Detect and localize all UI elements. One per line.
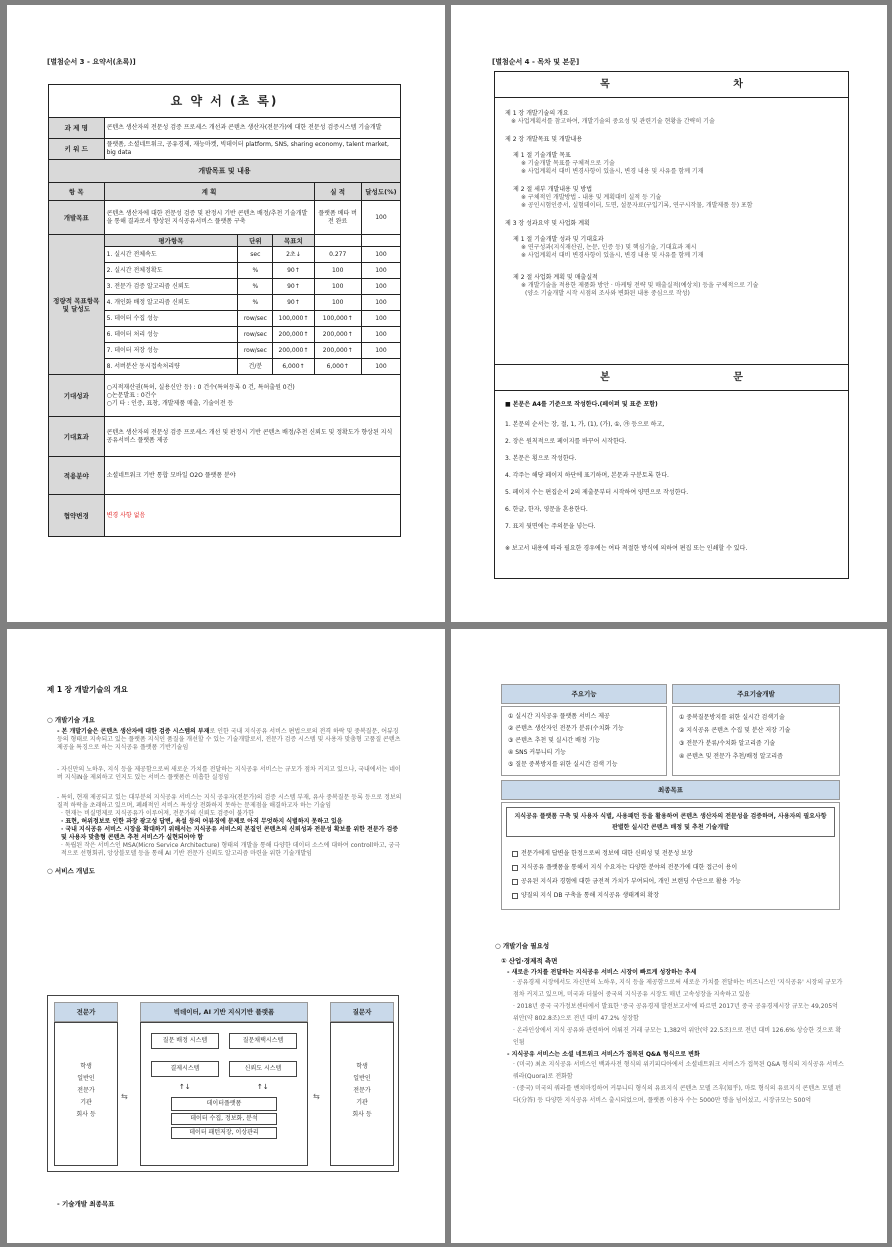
goal-check-item [512,875,835,889]
perf-rate: 100 [361,327,400,343]
goal-plan: 콘텐츠 생산자에 대한 전문성 검증 및 판정시 기반 콘텐츠 배정/추천 기술개발을 통해 결과로서 향상된 지식공유서비스 플랫폼 구축 [104,201,314,235]
toc-entry: ※ 공인시험인증서, 실험데이터, 도면, 설문자료(구입기록, 연구시작물, 개발제품 등) 포함 [521,202,753,209]
tech-list [672,706,840,776]
toc-entry: ※ 사업계획서 대비 변경사항이 있을시, 변경 내용 및 사유를 함께 기재 [521,168,704,175]
perf-item: 7. 데이터 저장 성능 [104,343,238,359]
quant-label: 정량적 목표항목 및 달성도 [49,235,105,375]
perf-unit: row/sec [238,343,273,359]
diagram-center-body [140,1022,308,1166]
toc-list [495,98,848,306]
toc-entry: ※ 사업계획서를 참고하여, 개발기술의 중요성 및 관련기술 현황을 간략히 기술 [511,118,715,125]
chapter-title: 제 1 장 개발기술의 개요 [47,685,128,694]
goal-check-text: 공유된 지식과 경험에 대한 금전적 가치가 부여되어, 개인 브랜딩 수단으로 활용 가능 [521,878,741,885]
body-item: 5. 페이지 수는 편집순서 2의 제출문부터 시작하여 양면으로 작성한다. [505,489,689,496]
final-goal-text: 지식공유 플랫폼 구축 및 사용자 식별, 사용패턴 등을 활용하여 콘텐츠 생산자의 전문성을 검증하며, 사용자의 필요사항 판별한 실시간 콘텐츠 배정 및 추천 기술개발 [506,807,835,837]
effect-line-1: ○지적재산권(특허, 실용신안 등) : 0 건수(특허등록 0 건, 특허출원 0건) [106,383,295,391]
perf-result: 200,000↑ [314,343,361,359]
diagram-center-title: 빅데이터, AI 기반 지식기반 플랫폼 [140,1002,308,1022]
section-header: 개발목표 및 내용 [49,160,401,183]
perf-result: 100 [314,263,361,279]
body-item: 3. 본문은 횡으로 작성한다. [505,455,577,462]
arrow-right-icon: ⇆ [313,1092,320,1101]
checkbox-icon [512,893,518,899]
perf-unit: % [238,263,273,279]
body-item: 2. 장은 원칙적으로 페이지를 바꾸어 시작한다. [505,438,627,445]
perf-item: 1. 실시간 전체속도 [104,247,238,263]
perf-unit: % [238,295,273,311]
perf-rate: 100 [361,311,400,327]
body-item: 6. 한글, 한자, 영문을 혼용한다. [505,506,588,513]
perf-rate: 100 [361,279,400,295]
perf-result: 200,000↑ [314,327,361,343]
body-item: 1. 본문의 순서는 장, 절, 1, 가, (1), (가), ①, ㉮ 등으로 하고, [505,421,665,428]
perf-target: 90↑ [273,263,314,279]
para-3: - 특히, 현재 제공되고 있는 대부분의 지식공유 서비스는 지식 공유자(전문가)의 검증 시스템 부재, 유사 중복질문 등록 등으로 정보의 질적 하락을 초래하고 있으며, 폐쇄적인 서비스 특성상 전화하지 못하는 문제점을 해결하고자 하는 기술임 [57,794,402,809]
diagram-block: 질문채택시스템 [229,1033,297,1049]
toc-entry: ※ 연구성과(지식재산권, 논문, 인증 등) 및 핵심기술, 기대효과 제시 [521,244,697,251]
toc-entry: 제 2 장 개발목표 및 개발내용 [505,136,583,143]
apply-value: 소셜네트워크 기반 통합 모바일 O2O 플랫폼 분야 [104,457,400,495]
col-result: 실 적 [314,183,361,201]
perf-unit: sec [238,247,273,263]
toc-entry: ※ 구체적인 개발방법 - 내용 및 계획대비 실적 등 기술 [521,194,662,201]
toc-entry: 제 2 절 사업화 계획 및 매출실적 [513,274,598,281]
section-heading: ○ 개발기술 필요성 [495,942,550,950]
bullet-4: · 독립된 작은 서비스인 MSA(Micro Service Architecture) 형태의 개발을 통해 다양한 데이터 소스에 대하여 controll하고, 궁극적으로 선형회귀, 앙상블모델 등을 통해 AI 기반 전문가 신뢰도 알고리즘 마련을 위한 기술개발임 [61,842,401,857]
attachment-label: [별첨순서 3 - 요약서(초록)] [47,58,136,66]
goal-rate: 100 [361,201,400,235]
toc-entry: 제 1 절 기술개발 성과 및 기대효과 [513,236,604,243]
task-value: 콘텐츠 생산자의 전문성 검증 프로세스 개선과 콘텐츠 생산자(전문가)에 대한 전문성 검증시스템 기술개발 [104,118,400,139]
body-box [494,365,849,579]
perf-unit: row/sec [238,327,273,343]
para-1 [47,728,402,752]
perf-item: 5. 데이터 수집 성능 [104,311,238,327]
task-label: 과 제 명 [49,118,105,139]
perf-target: 90↑ [273,279,314,295]
effect-line-2: ○논문발표 : 0건수 [106,391,157,399]
page-toc [451,5,887,622]
final-goal-header: 최종목표 [501,780,840,800]
checkbox-icon [512,879,518,885]
diagram-block: 질문 배정 시스템 [151,1033,219,1049]
detail-para: · 2018년 중국 국가정보센터에서 발표한 '중국 공유경제 발전보고서'에 따르면 2017년 중국 공유경제시장 규모는 49,205억 위안(약 802.8조)으로 전년 대비 47.2% 성장함 [513,1003,838,1022]
tech-item: ④ 콘텐츠 및 전문가 추천/배정 알고리즘 [679,753,783,760]
functions-list [501,706,667,776]
arrow-up-down-icon: ↑↓ [179,1083,191,1091]
diagram-left-body: 학생 일반인 전문가 기관 회사 등 [54,1022,118,1166]
body-item: 7. 표지 뒷면에는 주의문을 넣는다. [505,523,596,530]
toc-entry: ※ 기술개발 목표를 구체적으로 기술 [521,160,615,167]
function-item: ② 콘텐츠 생산자인 전문가 분류(수치화 기능 [508,725,624,732]
para-1-lead: - 본 개발기술은 콘텐츠 생산자에 대한 검증 시스템의 부재 [57,728,210,735]
apply-label: 적용분야 [49,457,105,495]
perf-result: 6,000↑ [314,359,361,375]
section-heading: ○ 서비스 개념도 [47,867,95,875]
detail-para: · 온라인상에서 지식 공유와 관련하여 이뤄진 거래 규모는 1,382억 위안(약 22.5조)으로 전년 대비 126.6% 상승한 것으로 확인됨 [513,1027,842,1046]
tech-item: ③ 전문가 분류/수치화 알고리즘 기술 [679,740,776,747]
diagram-block: 결제시스템 [151,1061,219,1077]
bullet-1: · 현재는 비실명제로 지식공유가 이루어져, 전문가의 신뢰도 검증이 불가한 [61,810,254,817]
service-diagram [47,995,399,1172]
diagram-right-title: 질문자 [330,1002,394,1022]
function-item: ④ SNS 커뮤니티 기능 [508,749,566,756]
summary-title: 요 약 서 (초 록) [49,85,401,118]
body-note: ※ 보고서 내용에 따라 필요한 경우에는 여타 적절한 방식에 의하여 편집 또는 인쇄할 수 있다. [505,545,748,552]
keyword-value: 플랫폼, 소셜네트워크, 공유경제, 재능마켓, 빅데이터 platform, SNS, sharing economy, talent market, big data [104,139,400,160]
perf-result: 100,000↑ [314,311,361,327]
page-chapter1 [7,629,445,1243]
expect-label: 기대효과 [49,417,105,457]
page-summary [7,5,445,622]
perf-item: 8. 서버분산 동시접속처리량 [104,359,238,375]
arrow-left-icon: ⇆ [121,1092,128,1101]
perf-rate: 100 [361,295,400,311]
perf-rate: 100 [361,247,400,263]
body-head: ■ 본문은 A4를 기준으로 작성한다.(페이퍼 및 표준 포함) [505,401,658,408]
perf-head-blank [361,235,400,247]
tech-item: ② 지식공유 콘텐츠 수집 및 분산 저장 기술 [679,727,791,734]
dash-point: - 새로운 가치를 전달하는 지식공유 서비스 시장이 빠르게 성장하는 추세 [507,969,697,976]
perf-rate: 100 [361,263,400,279]
perf-target: 100,000↑ [273,311,314,327]
arrow-up-down-icon: ↑↓ [257,1083,269,1091]
diagram-left-title: 전문가 [54,1002,118,1022]
tech-header: 주요기술개발 [672,684,840,704]
perf-item: 6. 데이터 처리 성능 [104,327,238,343]
toc-box [494,71,849,365]
perf-target: 90↑ [273,295,314,311]
bullet-2: · 표현, 허위정보로 인한 과장 광고성 답변, 욕설 등의 어뷰징에 문제로 아직 무엇하지 식별하지 못하고 있음 [61,818,343,825]
goal-check-item [512,889,835,903]
diagram-block: 신뢰도 시스템 [229,1061,297,1077]
function-item: ③ 콘텐츠 추천 및 실시간 배정 기능 [508,737,601,744]
toc-entry: ※ 개발기술을 적용한 제품화 방안 · 마케팅 전략 및 매출실적(예상치) 등을 구체적으로 기술 [521,282,759,289]
toc-entry: 제 1 절 기술개발 목표 [513,152,571,159]
change-value: 변경 사항 없음 [104,495,400,537]
keyword-label: 키 워 드 [49,139,105,160]
toc-entry: (양소 기술개발 시작 시점의 조사와 변화된 내용 중심으로 작성) [525,290,690,297]
bullet-3: · 국내 지식공유 서비스 시장을 확대하기 위해서는 지식공유 서비스의 본질인 콘텐츠의 신뢰성과 전문성 확보를 위한 전문가 검증 및 사용자 맞춤형 콘텐츠 추천 서비스가 실현되어야 함 [61,826,399,841]
para-2: - 자신만의 노하우, 지식 등을 제공함으로써 새로운 가치를 전달하는 지식공유 서비스는 규모가 점차 커지고 있으나, 국내에서는 네이버 지식iN을 제외하고 인지도 있는 서비스 플랫폼은 미흡한 실정임 [57,766,401,781]
page-chapter1-cont [451,629,887,1243]
tech-item: ① 중복질문방지를 위한 실시간 검색기술 [679,714,785,721]
detail-para: · 공유경제 시장에서도 자신만의 노하우, 지식 등을 제공함으로써 새로운 가치를 전달하는 비즈니스인 '지식공유' 시장의 규모가 점차 커지고 있으며, 미국과 더불어 중국의 지식공유 시장도 매년 고속성장을 지속하고 있음 [513,979,843,998]
goal-check-item [512,847,835,861]
dash-point: - 지식공유 서비스는 소셜 네트워크 서비스가 접목된 Q&A 형식으로 변화 [507,1051,700,1058]
perf-unit: % [238,279,273,295]
subsection-heading: ① 산업·경제적 측면 [501,957,558,965]
goal-check-text: 지식공유 플랫폼을 통해서 지식 수요자는 다양한 분야의 전문가에 대한 접근이 용이 [521,864,738,871]
diagram-right-body: 학생 일반인 전문가 기관 회사 등 [330,1022,394,1166]
perf-target: 6,000↑ [273,359,314,375]
goal-check-text: 양질의 지식 DB 구축을 통해 지식공유 생태계의 확장 [521,892,660,899]
para-1-rest: 로 인한 국내 지식공유 서비스 편법으로의 전격 하락 및 중복질문, 어뷰징 등의 형태로 지속되고 있는 플랫폼 지식인 품질을 개선할 수 있는 기술개발로서, 전문가 검증 시스템 및 사용자 맞춤형 고품질 콘텐츠 제공을 특징으로 하는 지식공유 플랫폼 기반기술임 [57,728,401,751]
perf-item: 3. 전문가 검증 알고리즘 신뢰도 [104,279,238,295]
toc-entry: 제 2 절 세부 개발내용 및 방법 [513,186,593,193]
goal-result: 플랫폼 베타 버전 완료 [314,201,361,235]
perf-head-item: 평가항목 [104,235,238,247]
perf-head-blank [314,235,361,247]
perf-unit: row/sec [238,311,273,327]
body-title: 본 문 [495,365,848,391]
toc-entry: 제 3 장 성과요약 및 사업화 계획 [505,220,590,227]
chapter-body [47,715,402,875]
detail-para: · (중국) 미국의 쿼라를 벤치마킹하여 커뮤니티 형식의 유료지식 콘텐츠 모델 즈후(知乎), 마토 형식의 유료지식 콘텐츠 모델 펀다(分答) 등 다양한 지식공유 서비스 출시되었으며, 플랫폼 이용자 수는 5000만 명을 넘어섰고, 시장규모는 500억 [513,1085,842,1104]
perf-result: 100 [314,295,361,311]
change-label: 협약변경 [49,495,105,537]
perf-target: 200,000↑ [273,343,314,359]
functions-header: 주요기능 [501,684,667,704]
col-item: 항 목 [49,183,105,201]
necessity-section [495,941,845,1107]
final-goal-heading: - 기술개발 최종목표 [57,1200,115,1208]
effect-label: 기대성과 [49,375,105,417]
goal-label: 개발목표 [49,201,105,235]
final-goal-box [501,802,840,910]
toc-entry: 제 1 장 개발기술의 개요 [505,110,569,117]
perf-item: 4. 개인화 배정 알고리즘 신뢰도 [104,295,238,311]
perf-target: 2초↓ [273,247,314,263]
col-plan: 계 획 [104,183,314,201]
function-item: ① 실시간 지식공유 플랫폼 서비스 제공 [508,713,610,720]
diagram-block: 데이터 수집, 정보화, 분석 [171,1113,277,1125]
summary-table [48,84,401,537]
perf-rate: 100 [361,343,400,359]
effect-line-3: ○기 타 : 인증, 표창, 개발제품 매출, 기술이전 등 [106,399,234,407]
toc-entry: ※ 사업계획서 대비 변경사항이 있을시, 변경 내용 및 사유를 함께 기재 [521,252,704,259]
function-item: ⑤ 질문 중복방지를 위한 실시간 검색 기능 [508,761,618,768]
checkbox-icon [512,865,518,871]
col-rate: 달성도(%) [361,183,400,201]
checkbox-icon [512,851,518,857]
perf-result: 100 [314,279,361,295]
attachment-label: [별첨순서 4 - 목차 및 본문] [492,58,580,66]
diagram-block: 데이터플랫폼 [171,1097,277,1111]
section-heading: ○ 개발기술 개요 [47,716,95,724]
perf-target: 200,000↑ [273,327,314,343]
toc-title: 목 차 [495,72,848,98]
detail-para: · (미국) 최초 지식공유 서비스인 백과사전 형식의 위키피디아에서 소셜네트워크 서비스가 접목된 Q&A 형식의 지식공유 서비스 쿼라(Quora)로 전화함 [513,1061,844,1080]
perf-rate: 100 [361,359,400,375]
perf-head-unit: 단위 [238,235,273,247]
perf-result: 0.277 [314,247,361,263]
perf-head-target: 목표치 [273,235,314,247]
diagram-block: 데이터 패턴저장, 이상관리 [171,1127,277,1139]
body-item: 4. 각주는 해당 페이지 하단에 표기하며, 본문과 구분토록 한다. [505,472,669,479]
goal-check-text: 전문가에게 답변을 한정으로써 정보에 대한 신뢰성 및 전문성 보장 [521,850,693,857]
perf-item: 2. 실시간 전체정확도 [104,263,238,279]
expect-value: 콘텐츠 생산자의 전문성 검증 프로세스 개선 및 판정시 기반 콘텐츠 배정/추천 신뢰도 및 정확도가 향상된 지식공유서비스 플랫폼 제공 [104,417,400,457]
goal-check-item [512,861,835,875]
perf-unit: 건/분 [238,359,273,375]
